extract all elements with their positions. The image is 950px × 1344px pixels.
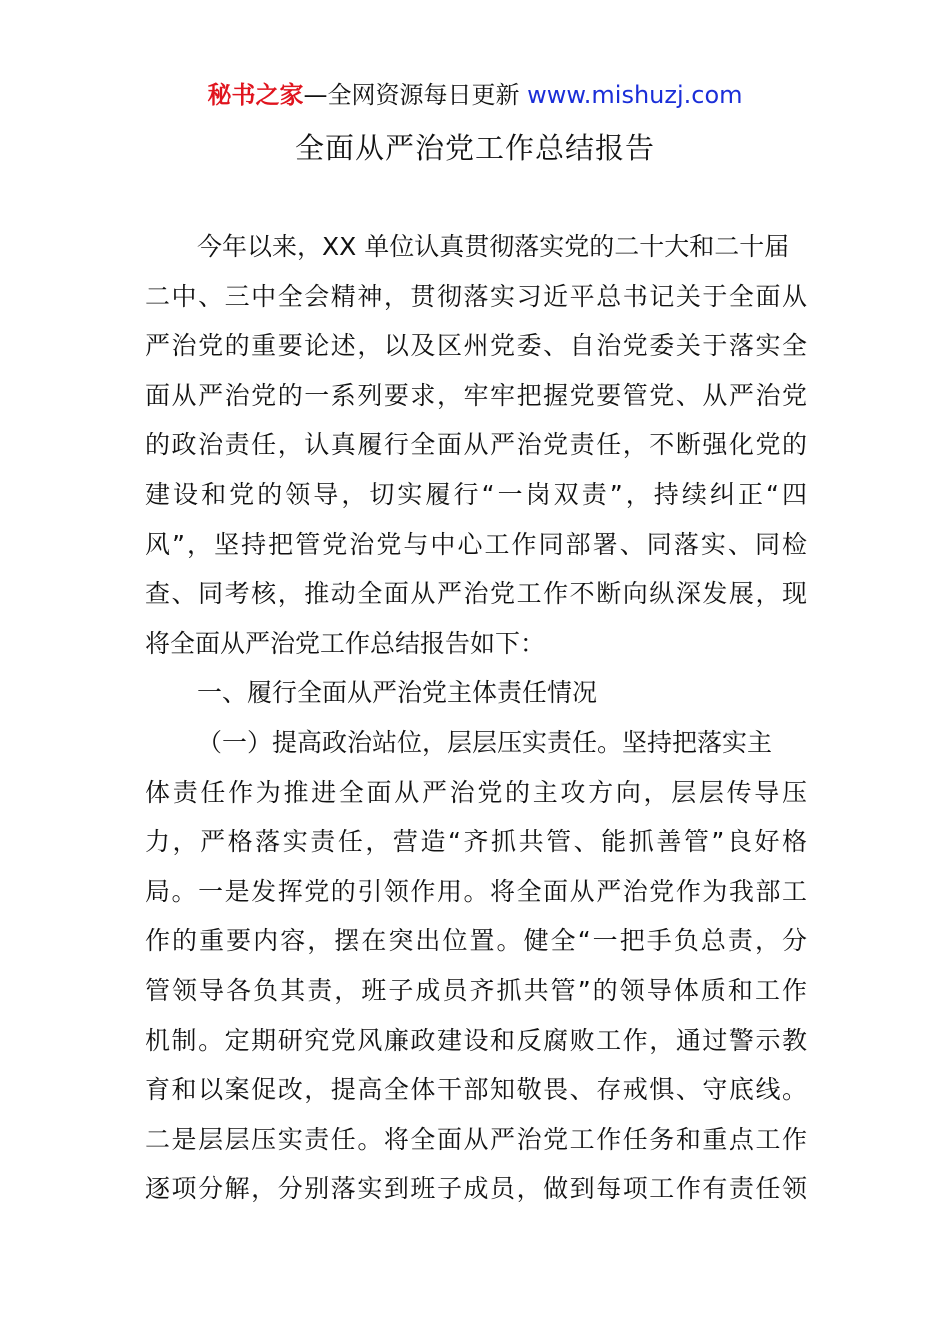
paragraph-line: 风”，坚持把管党治党与中心工作同部署、同落实、同检 (145, 529, 807, 559)
paragraph-line: （一）提高政治站位，层层压实责任。坚持把落实主 (197, 727, 773, 757)
paragraph-line: 逐项分解，分别落实到班子成员，做到每项工作有责任领 (145, 1174, 807, 1204)
site-header (0, 78, 950, 112)
paragraph-line: 将全面从严治党工作总结报告如下： (145, 628, 546, 658)
paragraph-line: 今年以来，XX 单位认真贯彻落实党的二十大和二十届 (197, 232, 790, 261)
paragraph-line: 的政治责任，认真履行全面从严治党责任，不断强化党的 (145, 430, 807, 460)
paragraph-line: 面从严治党的一系列要求，牢牢把握党要管党、从严治党 (145, 380, 807, 410)
document-title: 全面从严治党工作总结报告 (294, 131, 655, 165)
section-heading: 一、履行全面从严治党主体责任情况 (197, 678, 598, 708)
paragraph-line: 查、同考核，推动全面从严治党工作不断向纵深发展，现 (145, 579, 807, 609)
paragraph-line: 严治党的重要论述，以及区州党委、自治党委关于落实全 (145, 331, 807, 361)
paragraph-line: 建设和党的领导，切实履行“一岗双责”，持续纠正“四 (145, 479, 807, 509)
paragraph-line: 二是层层压实责任。将全面从严治党工作任务和重点工作 (145, 1124, 807, 1154)
paragraph-line: 力，严格落实责任，营造“齐抓共管、能抓善管”良好格 (145, 827, 807, 857)
site-name[interactable]: 秘书之家 (207, 81, 304, 109)
site-url-link[interactable]: www.mishuzj.com (527, 81, 743, 109)
paragraph-line: 管领导各负其责，班子成员齐抓共管”的领导体质和工作 (145, 975, 807, 1005)
site-tagline: —全网资源每日更新 (303, 81, 528, 109)
paragraph-line: 机制。定期研究党风廉政建设和反腐败工作，通过警示教 (145, 1025, 807, 1055)
paragraph-line: 局。一是发挥党的引领作用。将全面从严治党作为我部工 (145, 876, 807, 906)
paragraph-line: 体责任作为推进全面从严治党的主攻方向，层层传导压 (145, 777, 807, 807)
document-body (145, 222, 807, 1214)
paragraph-line: 育和以案促改，提高全体干部知敬畏、存戒惧、守底线。 (145, 1075, 807, 1105)
paragraph-line: 作的重要内容，摆在突出位置。健全“一把手负总责，分 (145, 926, 807, 956)
paragraph-line: 二中、三中全会精神，贯彻落实习近平总书记关于全面从 (145, 281, 807, 311)
